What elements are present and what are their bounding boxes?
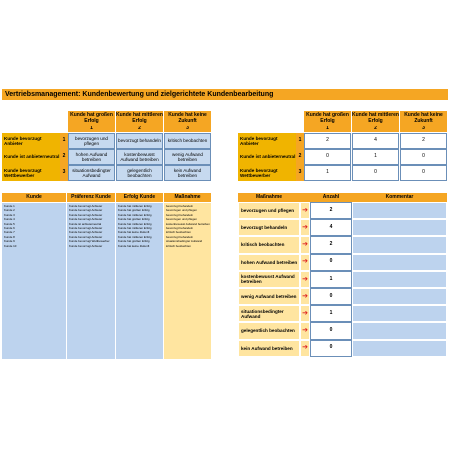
- summary-count-cell[interactable]: 0: [310, 322, 352, 339]
- count-cell-2-2[interactable]: 1: [352, 149, 399, 165]
- matrix-cell-2-2: kostenbewusst Aufwand betreiben: [116, 149, 163, 165]
- customer-success-cell[interactable]: Kunde hat mittleren Erfolg: [118, 225, 152, 230]
- customer-measure-cell[interactable]: bevorzugt behandeln: [166, 234, 194, 239]
- summary-comment-cell[interactable]: [352, 254, 447, 271]
- matrix-col-header-2: Kunde hat mittleren Erfolg: [116, 111, 163, 126]
- count-cell-3-1[interactable]: 1: [304, 165, 351, 181]
- summary-comment-cell[interactable]: [352, 236, 447, 253]
- matrix-col-header-3: Kunde hat keine Zukunft: [164, 111, 211, 126]
- summary-count-cell[interactable]: 2: [310, 202, 352, 219]
- count-cell-3-2[interactable]: 0: [352, 165, 399, 181]
- arrow-right-icon: ➔: [300, 322, 310, 339]
- customer-name-cell[interactable]: Kunde 4: [4, 217, 15, 222]
- count-cell-1-1[interactable]: 2: [304, 133, 351, 149]
- customer-measure-cell[interactable]: bevorzugt behandeln: [166, 212, 194, 217]
- summary-comment-cell[interactable]: [352, 219, 447, 236]
- customer-name-cell[interactable]: Kunde 6: [4, 225, 15, 230]
- customer-name-list: [2, 204, 66, 248]
- matrix-row-num-1: 1: [60, 133, 68, 149]
- customer-measure-cell[interactable]: bevorzugt behandeln: [166, 225, 194, 230]
- customer-preference-cell[interactable]: Kunde bevorzugt Anbieter: [69, 204, 103, 208]
- summary-count-cell[interactable]: 1: [310, 271, 352, 288]
- customer-measure-list: [164, 204, 211, 248]
- summary-count-cell[interactable]: 4: [310, 219, 352, 236]
- summary-measure-label: bevorzugen und pflegen: [238, 202, 300, 219]
- count-col-header-1: Kunde hat großen Erfolg: [304, 111, 351, 126]
- arrow-right-icon: ➔: [300, 288, 310, 305]
- customer-preference-cell[interactable]: Kunde bevorzugt Anbieter: [69, 217, 103, 222]
- customer-name-cell[interactable]: Kunde 3: [4, 212, 15, 217]
- summary-measure-label: situationsbedingter Aufwand: [238, 305, 300, 322]
- matrix-row-label-2: Kunde ist anbieterneutral: [2, 149, 60, 165]
- customer-success-cell[interactable]: Kunde hat großen Erfolg: [118, 217, 150, 222]
- customer-measure-cell[interactable]: kritisch beobachten: [166, 243, 191, 248]
- count-cell-2-3[interactable]: 0: [400, 149, 447, 165]
- count-cell-1-2[interactable]: 4: [352, 133, 399, 149]
- matrix-cell-2-3: wenig Aufwand betreiben: [164, 149, 211, 165]
- customer-success-cell[interactable]: Kunde hat mittleren Erfolg: [118, 212, 152, 217]
- summary-count-cell[interactable]: 0: [310, 254, 352, 271]
- matrix-col-num-1: 1: [68, 126, 115, 132]
- matrix-row-num-2: 2: [60, 149, 68, 165]
- customer-success-cell[interactable]: Kunde hat mittleren Erfolg: [118, 234, 152, 239]
- summary-col-header-anzahl: Anzahl: [310, 193, 352, 202]
- count-row-num-1: 1: [296, 133, 304, 149]
- customer-success-cell[interactable]: Kunde hat großen Erfolg: [118, 239, 150, 244]
- customer-name-cell[interactable]: Kunde 5: [4, 221, 15, 226]
- customer-success-cell[interactable]: Kunde hat keine Zukunft: [118, 230, 150, 235]
- summary-measure-label: kein Aufwand betreiben: [238, 340, 300, 357]
- customer-measure-cell[interactable]: situationsbedingter Aufwand: [166, 239, 203, 244]
- count-row-num-2: 2: [296, 149, 304, 165]
- customer-col-header-massnahme: Maßnahme: [164, 193, 211, 202]
- customer-success-cell[interactable]: Kunde hat mittleren Erfolg: [118, 221, 152, 226]
- summary-measure-label: kostenbewusst Aufwand betreiben: [238, 271, 300, 288]
- customer-preference-cell[interactable]: Kunde bevorzugt Anbieter: [69, 230, 103, 235]
- matrix-cell-1-2: bevorzugt behandeln: [116, 133, 163, 149]
- customer-preference-cell[interactable]: Kunde bevorzugt Wettbewerber: [69, 239, 110, 244]
- summary-comment-cell[interactable]: [352, 322, 447, 339]
- count-row-num-3: 3: [296, 165, 304, 181]
- summary-col-header-massnahme: Maßnahme: [238, 193, 300, 202]
- arrow-right-icon: ➔: [300, 305, 310, 322]
- arrow-right-icon: ➔: [300, 236, 310, 253]
- summary-measure-label: kritisch beobachten: [238, 236, 300, 253]
- matrix-col-num-2: 2: [116, 126, 163, 132]
- summary-count-cell[interactable]: 0: [310, 340, 352, 357]
- count-col-num-1: 1: [304, 126, 351, 132]
- matrix-cell-3-1: situationsbedingter Aufwand: [68, 165, 115, 181]
- matrix-cell-3-2: gelegentlich beobachten: [116, 165, 163, 181]
- count-cell-3-3[interactable]: 0: [400, 165, 447, 181]
- matrix-cell-1-1: bevorzugen und pflegen: [68, 133, 115, 149]
- customer-preference-cell[interactable]: Kunde bevorzugt Anbieter: [69, 225, 103, 230]
- customer-measure-cell[interactable]: bevorzugt behandeln: [166, 204, 194, 208]
- arrow-right-icon: ➔: [300, 254, 310, 271]
- count-cell-1-3[interactable]: 2: [400, 133, 447, 149]
- customer-success-cell[interactable]: Kunde hat großen Erfolg: [118, 208, 150, 213]
- summary-measure-label: hohen Aufwand betreiben: [238, 254, 300, 271]
- customer-preference-cell[interactable]: Kunde ist anbieterneutral: [69, 221, 102, 226]
- arrow-right-icon: ➔: [300, 219, 310, 236]
- customer-measure-cell[interactable]: bevorzugen und pflegen: [166, 217, 198, 222]
- count-col-header-3: Kunde hat keine Zukunft: [400, 111, 447, 126]
- customer-col-header-praeferenz: Präferenz Kunde: [67, 193, 115, 202]
- customer-name-cell[interactable]: Kunde 2: [4, 208, 15, 213]
- summary-comment-cell[interactable]: [352, 340, 447, 357]
- arrow-right-icon: ➔: [300, 271, 310, 288]
- customer-preference-cell[interactable]: Kunde bevorzugt Anbieter: [69, 208, 103, 213]
- summary-comment-cell[interactable]: [352, 271, 447, 288]
- matrix-cell-3-3: kein Aufwand betreiben: [164, 165, 211, 181]
- matrix-row-label-1: Kunde bevorzugt Anbieter: [2, 133, 60, 149]
- count-cell-2-1[interactable]: 0: [304, 149, 351, 165]
- customer-col-header-erfolg: Erfolg Kunde: [116, 193, 163, 202]
- summary-comment-cell[interactable]: [352, 305, 447, 322]
- customer-preference-cell[interactable]: Kunde bevorzugt Anbieter: [69, 243, 103, 248]
- count-row-label-2: Kunde ist anbieterneutral: [238, 149, 296, 165]
- summary-comment-cell[interactable]: [352, 288, 447, 305]
- customer-measure-cell[interactable]: bevorzugen und pflegen: [166, 208, 198, 213]
- customer-preference-cell[interactable]: Kunde bevorzugt Anbieter: [69, 234, 103, 239]
- matrix-cell-1-3: kritisch beobachten: [164, 133, 211, 149]
- arrow-right-icon: ➔: [300, 340, 310, 357]
- arrow-right-icon: ➔: [300, 202, 310, 219]
- matrix-col-header-1: Kunde hat großen Erfolg: [68, 111, 115, 126]
- customer-name-cell[interactable]: Kunde 1: [4, 204, 15, 208]
- summary-count-cell[interactable]: 0: [310, 288, 352, 305]
- summary-count-cell[interactable]: 2: [310, 236, 352, 253]
- customer-success-cell[interactable]: Kunde hat mittleren Erfolg: [118, 204, 152, 208]
- page-title: Vertriebsmanagement: Kundenbewertung und zielgerichtete Kundenbearbeitung: [5, 91, 274, 98]
- customer-success-cell[interactable]: Kunde hat keine Zukunft: [118, 243, 150, 248]
- page-title-bar: [2, 89, 448, 100]
- matrix-row-num-3: 3: [60, 165, 68, 181]
- count-row-label-3: Kunde bevorzugt Wettbewerber: [238, 165, 296, 181]
- summary-comment-cell[interactable]: [352, 202, 447, 219]
- customer-col-header-kunde: Kunde: [2, 193, 66, 202]
- matrix-row-label-3: Kunde bevorzugt Wettbewerber: [2, 165, 60, 181]
- summary-measure-label: wenig Aufwand betreiben: [238, 288, 300, 305]
- customer-success-list: [116, 204, 163, 248]
- count-row-label-1: Kunde bevorzugt Anbieter: [238, 133, 296, 149]
- summary-measure-label: gelegentlich beobachten: [238, 322, 300, 339]
- customer-name-cell[interactable]: Kunde 10: [4, 243, 17, 248]
- summary-col-header-spacer: [300, 193, 310, 202]
- matrix-cell-2-1: hohen Aufwand betreiben: [68, 149, 115, 165]
- count-col-num-2: 2: [352, 126, 399, 132]
- matrix-col-num-3: 3: [164, 126, 211, 132]
- customer-name-cell[interactable]: Kunde 7: [4, 230, 15, 235]
- customer-measure-cell[interactable]: kostenbewusst Aufwand betreiben: [166, 221, 210, 226]
- customer-preference-list: [67, 204, 115, 248]
- customer-preference-cell[interactable]: Kunde bevorzugt Anbieter: [69, 212, 103, 217]
- summary-count-cell[interactable]: 1: [310, 305, 352, 322]
- summary-col-header-kommentar: Kommentar: [352, 193, 447, 202]
- customer-name-cell[interactable]: Kunde 8: [4, 234, 15, 239]
- customer-measure-cell[interactable]: kritisch beobachten: [166, 230, 191, 235]
- summary-measure-label: bevorzugt behandeln: [238, 219, 300, 236]
- count-col-header-2: Kunde hat mittleren Erfolg: [352, 111, 399, 126]
- customer-name-cell[interactable]: Kunde 9: [4, 239, 15, 244]
- count-col-num-3: 3: [400, 126, 447, 132]
